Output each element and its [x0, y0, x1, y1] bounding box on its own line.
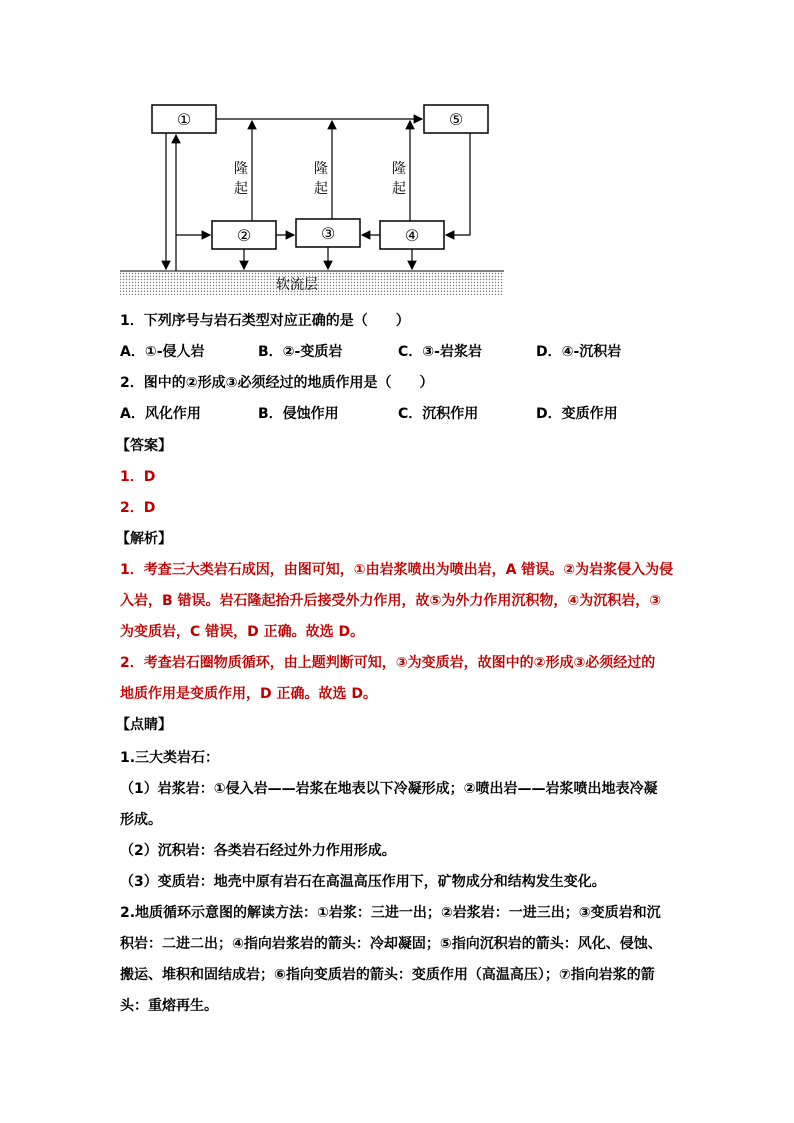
- answer-1: 1．D: [120, 469, 156, 485]
- analysis-line-2: 入岩，B 错误。岩石隆起抬升后接受外力作用，故⑤为外力作用沉积物，④为沉积岩，③: [120, 593, 662, 609]
- tips-heading: 【点睛】: [116, 717, 172, 733]
- tips-line-9: 头：重熔再生。: [120, 998, 218, 1014]
- svg-text:②: ②: [236, 226, 252, 245]
- box-1: [152, 105, 216, 133]
- rock-cycle-diagram: [116, 95, 506, 305]
- q2-option-b[interactable]: B．侵蚀作用: [258, 406, 339, 422]
- asthenosphere-label: 软流层: [276, 277, 318, 293]
- uplift-label-1: 隆起: [234, 161, 248, 197]
- analysis-line-3: 为变质岩，C 错误，D 正确。故选 D。: [120, 624, 365, 640]
- tips-line-4: （2）沉积岩：各类岩石经过外力作用形成。: [120, 843, 396, 859]
- answer-2: 2．D: [120, 500, 156, 516]
- tips-line-7: 积岩：二进二出；④指向岩浆岩的箭头：冷却凝固；⑤指向沉积岩的箭头：风化、侵蚀、: [120, 936, 662, 952]
- q1-option-c[interactable]: C．③-岩浆岩: [398, 344, 482, 360]
- tips-line-5: （3）变质岩：地壳中原有岩石在高温高压作用下，矿物成分和结构发生变化。: [120, 874, 606, 890]
- tips-line-6: 2.地质循环示意图的解读方法：①岩浆：三进一出；②岩浆岩：一进三出；③变质岩和沉: [120, 905, 661, 921]
- q1-option-b[interactable]: B．②-变质岩: [258, 344, 343, 360]
- analysis-line-5: 地质作用是变质作用，D 正确。故选 D。: [120, 686, 377, 702]
- tips-line-3: 形成。: [120, 812, 162, 828]
- question-1-stem: 1．下列序号与岩石类型对应正确的是（ ）: [120, 313, 410, 329]
- svg-text:④: ④: [404, 226, 420, 245]
- q2-option-a[interactable]: A．风化作用: [120, 406, 201, 422]
- tips-line-2: （1）岩浆岩：①侵入岩——岩浆在地表以下冷凝形成；②喷出岩——岩浆喷出地表冷凝: [120, 781, 658, 797]
- tips-line-1: 1.三大类岩石：: [120, 750, 220, 766]
- uplift-label-3: 隆起: [392, 161, 406, 197]
- analysis-line-1: 1．考查三大类岩石成因，由图可知，①由岩浆喷出为喷出岩，A 错误。②为岩浆侵入为侵: [120, 562, 674, 578]
- q1-option-d[interactable]: D．④-沉积岩: [536, 344, 622, 360]
- box-2: [212, 221, 276, 249]
- svg-text:③: ③: [320, 224, 336, 243]
- box-3: [296, 219, 360, 247]
- answer-heading: 【答案】: [116, 438, 172, 454]
- tips-line-8: 搬运、堆积和固结成岩；⑥指向变质岩的箭头：变质作用（高温高压）；⑦指向岩浆的箭: [120, 967, 655, 983]
- q1-option-a[interactable]: A．①-侵人岩: [120, 344, 205, 360]
- svg-text:①: ①: [176, 110, 192, 129]
- q2-option-c[interactable]: C．沉积作用: [398, 406, 479, 422]
- svg-text:⑤: ⑤: [448, 110, 464, 129]
- box-5: [424, 105, 488, 133]
- question-2-stem: 2．图中的②形成③必须经过的地质作用是（ ）: [120, 375, 434, 391]
- analysis-heading: 【解析】: [116, 531, 172, 547]
- analysis-line-4: 2．考查岩石圈物质循环，由上题判断可知，③为变质岩，故图中的②形成③必须经过的: [120, 655, 656, 671]
- q2-option-d[interactable]: D．变质作用: [536, 406, 618, 422]
- box-4: [380, 221, 444, 249]
- uplift-label-2: 隆起: [314, 161, 328, 197]
